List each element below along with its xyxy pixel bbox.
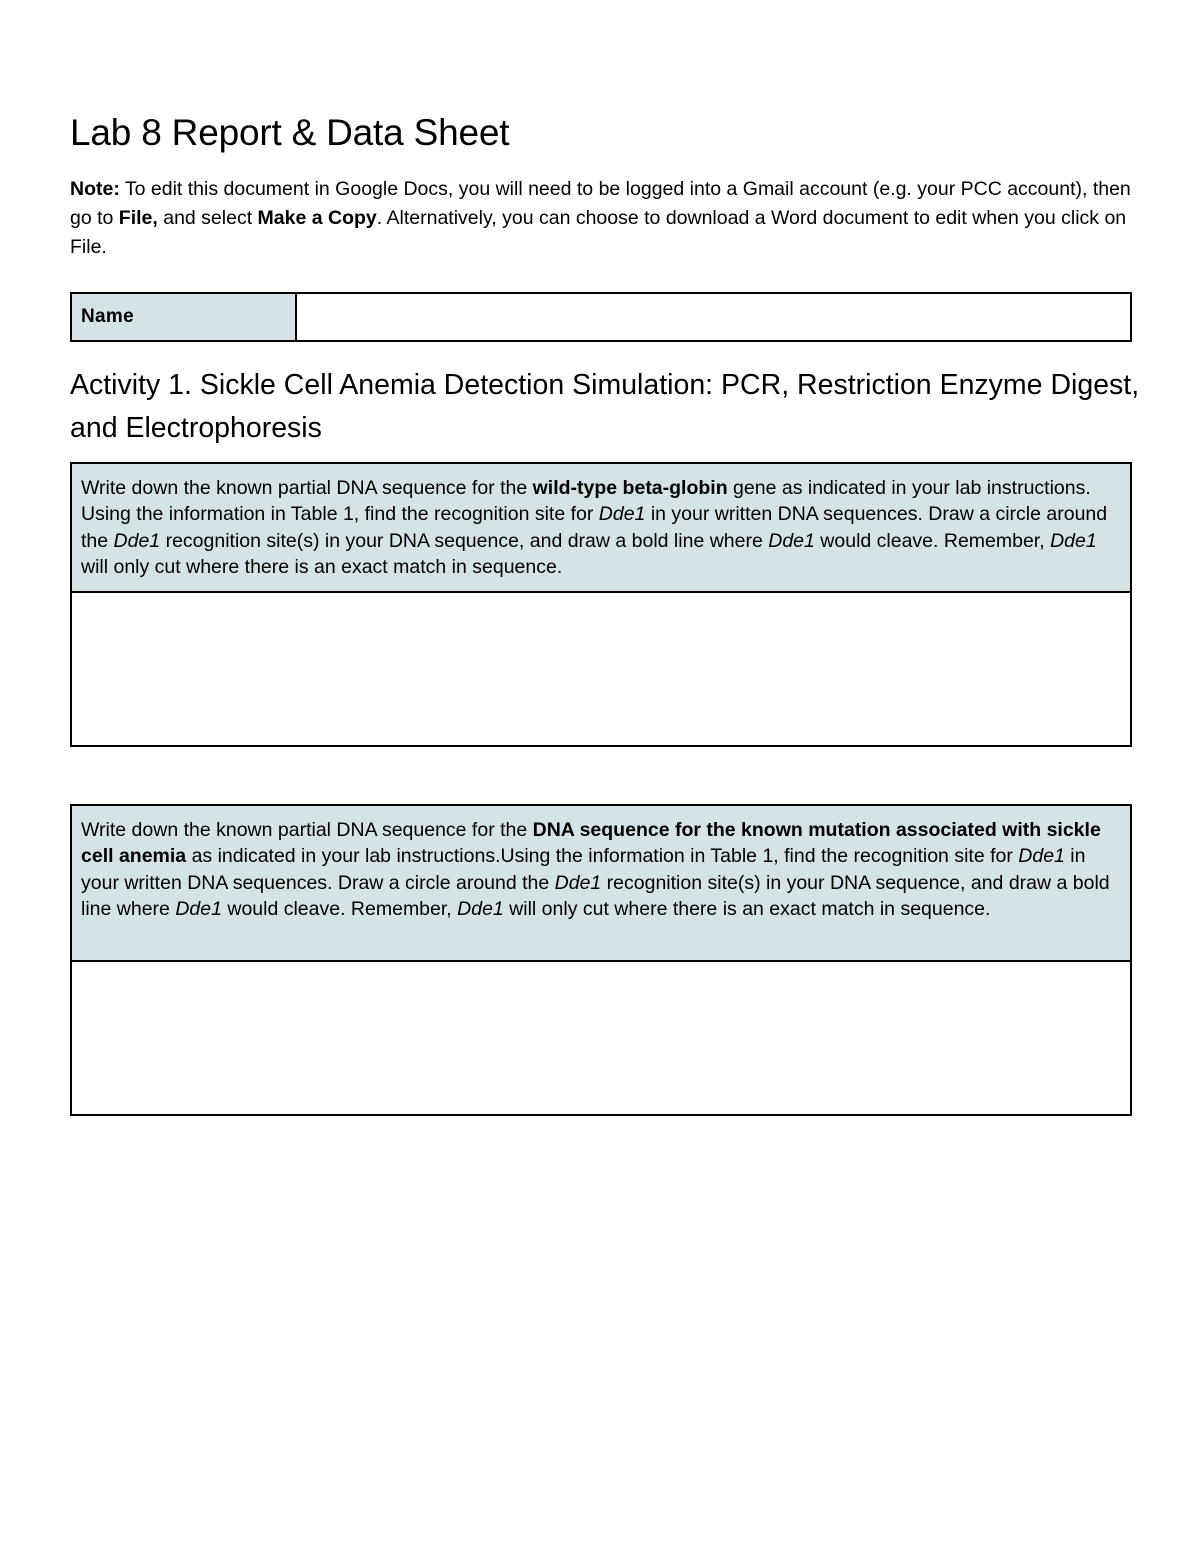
name-table: [70, 292, 1132, 342]
prompt-italic: Dde1: [457, 897, 504, 920]
prompt-text: Write down the known partial DNA sequence for the: [81, 477, 533, 499]
prompt-italic: Dde1: [598, 503, 646, 526]
prompt-italic: Dde1: [768, 529, 815, 552]
name-field[interactable]: [297, 294, 1130, 340]
note-label: Note:: [70, 178, 120, 200]
note-make-copy: Make a Copy: [257, 207, 377, 229]
question-table-wild-type: [70, 462, 1132, 747]
note-text: To edit this document in Google Docs, you will need to be logged into a Gmail account (e.g. your PCC account), then go to: [70, 178, 1131, 229]
prompt-text: in your written DNA sequences. Draw a circle around the: [81, 845, 1086, 894]
name-label: Name: [72, 294, 297, 340]
prompt-text: would cleave. Remember,: [814, 529, 1051, 552]
note-text: and select: [157, 207, 258, 229]
prompt-text: recognition site(s) in your DNA sequence, and draw a bold line where: [81, 871, 1110, 920]
prompt-italic: Dde1: [175, 897, 222, 920]
prompt-italic: Dde1: [113, 529, 161, 552]
prompt-text: as indicated in your lab instructions.Using the information in Table 1, find the recognition site for: [186, 845, 1019, 868]
editing-note: [70, 175, 1140, 262]
prompt-text: recognition site(s) in your DNA sequence, and draw a bold line where: [160, 529, 769, 552]
document-title: Lab 8 Report & Data Sheet: [70, 112, 510, 153]
prompt-text: in your written DNA sequences. Draw a circle around the: [81, 503, 1108, 552]
note-file: File,: [118, 207, 158, 229]
activity-heading: Activity 1. Sickle Cell Anemia Detection Simulation: PCR, Restriction Enzyme Digest, and Electrophoresis: [70, 369, 1140, 444]
prompt-italic: Dde1: [1050, 529, 1097, 552]
note-text: . Alternatively, you can choose to download a Word document to edit when you click on File.: [70, 207, 1127, 258]
prompt-italic: Dde1: [1018, 845, 1065, 868]
question-prompt: [72, 464, 1130, 593]
prompt-text: gene as indicated in your lab instructions. Using the information in Table 1, find the recognition site for: [81, 477, 1091, 526]
prompt-text: Write down the known partial DNA sequence for the: [81, 819, 533, 841]
prompt-text: would cleave. Remember,: [221, 897, 458, 920]
question-table-sickle-cell: [70, 804, 1132, 1116]
prompt-bold: DNA sequence for the known mutation associated with sickle cell anemia: [81, 819, 1101, 868]
prompt-text: will only cut where there is an exact match in sequence.: [503, 897, 991, 920]
prompt-text: will only cut where there is an exact match in sequence.: [81, 555, 563, 578]
prompt-bold: wild-type beta-globin: [532, 477, 728, 499]
prompt-italic: Dde1: [554, 871, 602, 894]
question-prompt: [72, 806, 1130, 962]
